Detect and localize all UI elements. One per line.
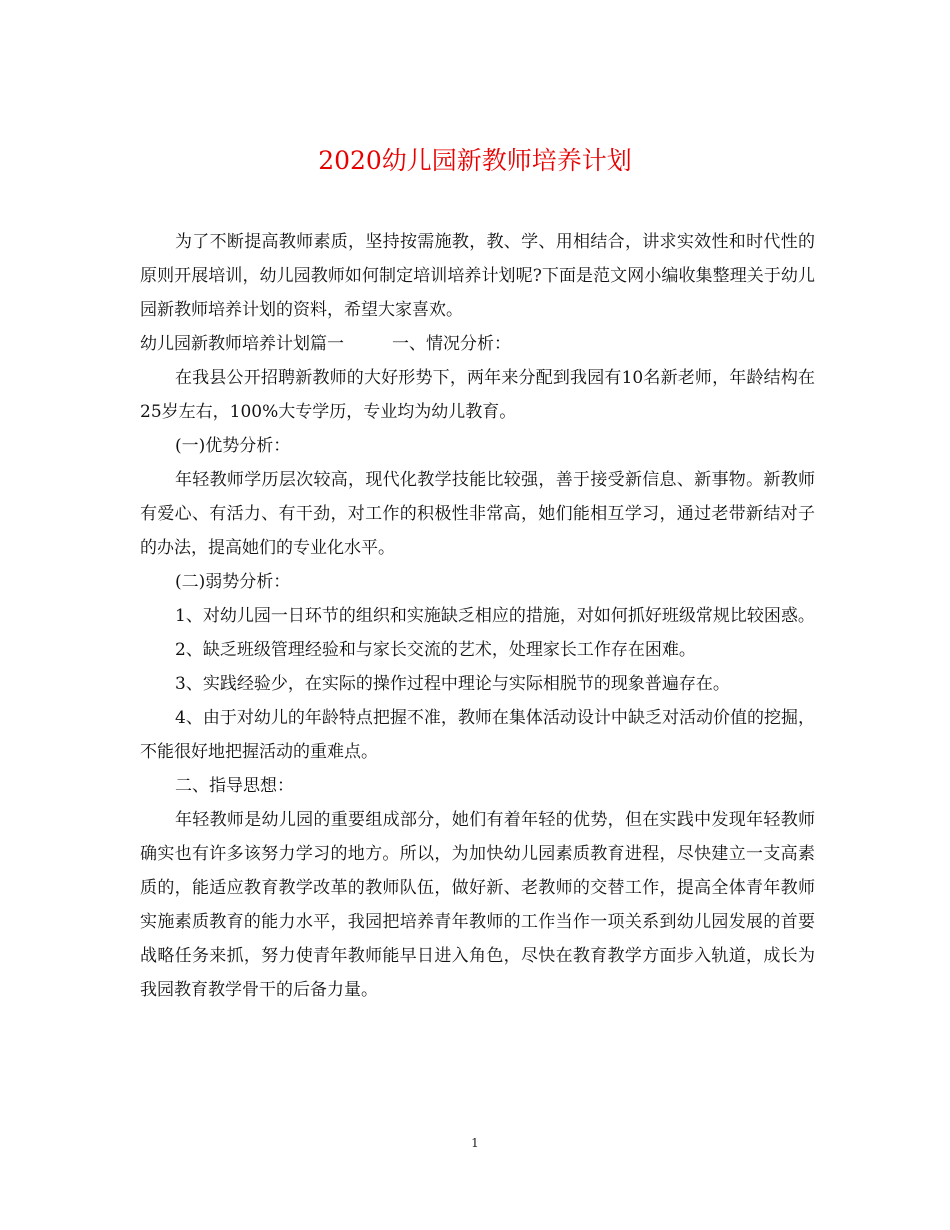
weakness-item-3: 3、实践经验少，在实际的操作过程中理论与实际相脱节的现象普遍存在。 bbox=[175, 674, 730, 694]
document-body bbox=[140, 225, 815, 1007]
weakness-item-4: 4、由于对幼儿的年龄特点把握不准，教师在集体活动设计中缺乏对活动价值的挖掘，不能很好地把握活动的重难点。 bbox=[140, 708, 815, 762]
section-subtitle: 一、情况分析： bbox=[392, 334, 511, 354]
intro-paragraph: 为了不断提高教师素质，坚持按需施教，教、学、用相结合，讲求实效性和时代性的原则开展培训，幼儿园教师如何制定培训培养计划呢?下面是范文网小编收集整理关于幼儿园新教师培养计划的资料，希望大家喜欢。 bbox=[140, 232, 815, 320]
weakness-item-1: 1、对幼儿园一日环节的组织和实施缺乏相应的措施，对如何抓好班级常规比较困惑。 bbox=[175, 606, 815, 626]
weakness-item-2: 2、缺乏班级管理经验和与家长交流的艺术，处理家长工作存在困难。 bbox=[175, 640, 696, 660]
advantage-paragraph: 年轻教师学历层次较高，现代化教学技能比较强，善于接受新信息、新事物。新教师有爱心、有活力、有干劲，对工作的积极性非常高，她们能相互学习，通过老带新结对子的办法，提高她们的专业化水平。 bbox=[140, 470, 815, 558]
guiding-paragraph: 年轻教师是幼儿园的重要组成部分，她们有着年轻的优势，但在实践中发现年轻教师确实也有许多该努力学习的地方。所以，为加快幼儿园素质教育进程，尽快建立一支高素质的，能适应教育教学改革的教师队伍，做好新、老教师的交替工作，提高全体青年教师实施素质教育的能力水平，我园把培养青年教师的工作当作一项关系到幼儿园发展的首要战略任务来抓，努力使青年教师能早日进入角色，尽快在教育教学方面步入轨道，成长为我园教育教学骨干的后备力量。 bbox=[140, 810, 815, 1000]
document-title: 2020幼儿园新教师培养计划 bbox=[318, 146, 632, 175]
section-heading-line bbox=[140, 327, 815, 361]
guiding-heading: 二、指导思想： bbox=[175, 776, 294, 796]
weakness-heading: (二)弱势分析： bbox=[175, 572, 291, 592]
situation-paragraph: 在我县公开招聘新教师的大好形势下，两年来分配到我园有10名新老师，年龄结构在25岁左右，100%大专学历，专业均为幼儿教育。 bbox=[140, 368, 815, 422]
page-number: 1 bbox=[471, 1136, 479, 1150]
advantage-heading: (一)优势分析： bbox=[175, 436, 291, 456]
section-title: 幼儿园新教师培养计划篇一 bbox=[140, 334, 344, 354]
